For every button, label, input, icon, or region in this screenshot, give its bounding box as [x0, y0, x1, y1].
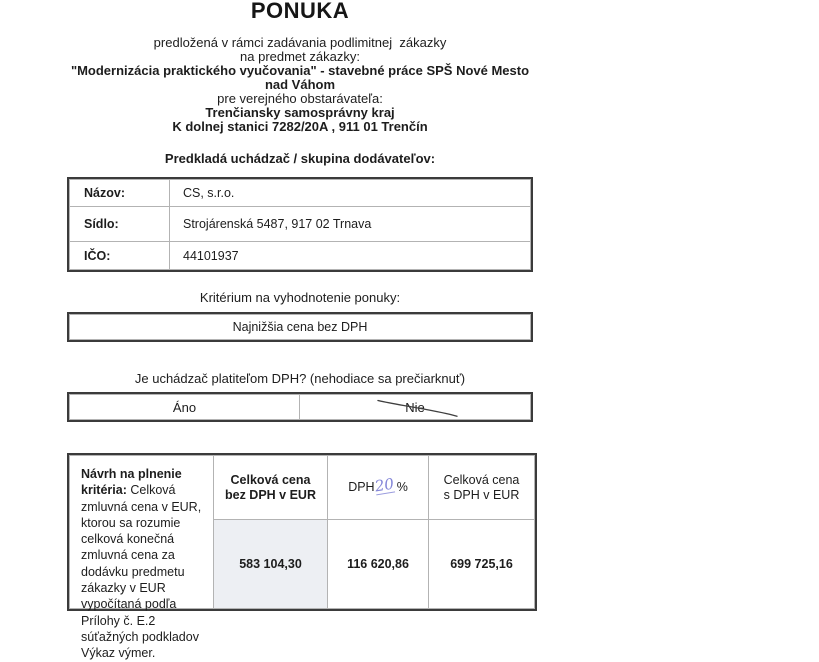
- criteria-description-text: Celková zmluvná cena v EUR, ktorou sa rozumie celková konečná zmluvná cena za dodávku predmetu zákazky v EUR vypočítaná podľa Prílohy č. E.2 súťažných podkladov Výkaz výmer.: [81, 483, 202, 661]
- company-table: [67, 177, 533, 272]
- company-name-label: Názov:: [70, 180, 170, 206]
- vat-rate-prefix: DPH: [348, 480, 375, 494]
- criterion-table: [67, 312, 533, 342]
- intro-line-2: na predmet zákazky:: [240, 49, 360, 64]
- authority-label: pre verejného obstarávateľa:: [217, 91, 383, 106]
- vat-question-heading: Je uchádzač platiteľom DPH? (nehodiace sa prečiarknuť): [134, 371, 466, 386]
- authority-name: Trenčiansky samosprávny kraj: [205, 105, 395, 120]
- net-price-value: 583 104,30: [214, 520, 328, 608]
- vat-no-cell: [300, 395, 530, 419]
- price-table: [67, 453, 537, 661]
- company-id-value: 44101937: [170, 241, 530, 269]
- company-id-label: IČO:: [70, 241, 170, 269]
- authority-block: [67, 92, 533, 134]
- intro-line-1: predložená v rámci zadávania podlimitnej zákazky: [153, 35, 447, 50]
- authority-address: K dolnej stanici 7282/20A , 911 01 Trenčín: [172, 119, 428, 134]
- bidder-heading: Predkladá uchádzač / skupina dodávateľov:: [164, 151, 436, 166]
- contract-subject: "Modernizácia praktického vyučovania" - stavebné práce SPŠ Nové Mesto nad Váhom: [70, 63, 533, 92]
- intro-block: [67, 36, 533, 92]
- net-price-header: Celková cena bez DPH v EUR: [214, 456, 328, 520]
- vat-rate-header: [328, 456, 429, 520]
- vat-yes-cell: Áno: [70, 395, 300, 419]
- criteria-description-cell: [70, 456, 214, 661]
- handwritten-vat-rate: 20: [373, 474, 395, 495]
- page-title: PONUKA: [250, 0, 350, 23]
- handdrawn-strikethrough: [300, 395, 530, 419]
- gross-price-value: 699 725,16: [450, 557, 513, 571]
- criterion-heading: Kritérium na vyhodnotenie ponuky:: [199, 290, 401, 305]
- company-address-label: Sídlo:: [70, 206, 170, 241]
- company-name-value: CS, s.r.o.: [183, 186, 235, 200]
- vat-rate-suffix: %: [396, 480, 408, 494]
- vat-amount-value: 116 620,86: [328, 520, 429, 608]
- vat-table: [67, 392, 533, 422]
- criteria-description-heading: Návrh na plnenie kritéria:: [81, 467, 182, 498]
- company-address-value: Strojárenská 5487, 917 02 Trnava: [170, 206, 530, 241]
- gross-price-header: Celková cena s DPH v EUR: [429, 456, 534, 520]
- vat-no-label: Nie: [405, 399, 425, 415]
- criterion-value: Najnižšia cena bez DPH: [69, 314, 531, 340]
